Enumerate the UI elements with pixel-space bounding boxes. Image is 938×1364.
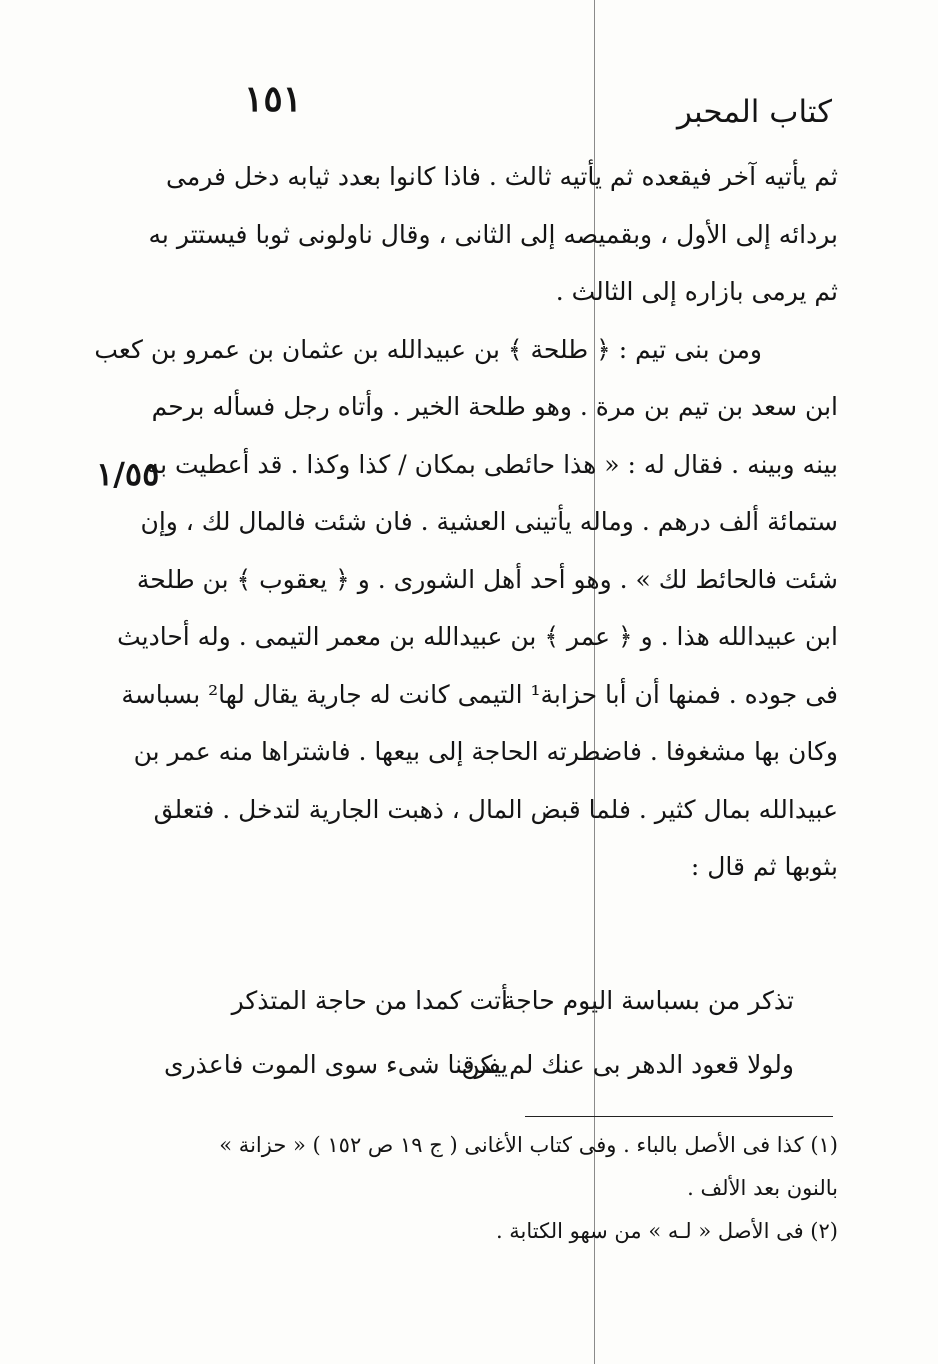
body-line: ثم يأتيه آخر فيقعده ثم يأتيه ثالث . فاذا كانوا بعدد ثيابه دخل فرمى [166,162,838,191]
footnote-separator [525,1116,833,1117]
footnote-line: (١) كذا فى الأصل بالباء . وفى كتاب الأغانى ( ج ١٩ ص ١٥٢ ) « حزانة » [219,1133,838,1157]
verse-second-hemistich: أتت كمدا من حاجة المتذكر [231,986,508,1015]
footnote-line: (٢) فى الأصل « لـه » من سهو الكتابة . [495,1219,838,1243]
margin-folio-note: ١/٥٥ [96,455,160,493]
page-number: ١٥١ [244,78,303,120]
body-line: ومن بنى تيم : ﴿ طلحة ﴾ بن عبيدالله بن عثمان بن عمرو بن كعب [94,334,762,364]
body-line: ابن عبيدالله هذا . و ﴿ عمر ﴾ بن عبيدالله بن معمر التيمى . وله أحاديث [117,622,838,651]
verse-first-hemistich: ولولا قعود الدهر بى عنك لم يكن [461,1050,794,1079]
body-line: ثم يرمى بازاره إلى الثالث . [555,277,838,306]
body-line: بثوبها ثم قال : [690,852,838,881]
body-line: بينه وبينه . فقال له : « هذا حائطى بمكان / كذا وكذا . قد أعطيت به [146,449,838,479]
body-line: وكان بها مشغوفا . فاضطرته الحاجة إلى بيعها . فاشتراها منه عمر بن [133,737,838,766]
footnote-line: بالنون بعد الألف . [687,1176,838,1200]
body-line: شئت فالحائط لك » . وهو أحد أهل الشورى . و ﴿ يعقوب ﴾ بن طلحة [136,564,838,594]
body-line: بردائه إلى الأول ، وبقميصه إلى الثانى ، وقال ناولونى ثوبا فيستتر به [148,219,838,249]
footnotes [190,1124,838,1253]
verse-second-hemistich: يفرقنا شىء سوى الموت فاعذرى [164,1050,508,1079]
body-line: فى جوده . فمنها أن أبا حزابة¹ التيمى كانت له جارية يقال لها² بسباسة [121,679,838,709]
verse-first-hemistich: تذكر من بسباسة اليوم حاجة [502,986,794,1015]
verse-line [164,1040,838,1090]
body-line: عبيدالله بمال كثير . فلما قبض المال ، ذهبت الجارية لتدخل . فتعلق [153,794,838,824]
running-head: كتاب المحبر [676,94,832,130]
body-line: ابن سعد بن تيم بن مرة . وهو طلحة الخير . وأتاه رجل فسأله برحم [151,392,838,421]
body-line: ستمائة ألف درهم . وماله يأتينى العشية . فان شئت فالمال لك ، وإن [140,507,838,536]
verse-line [206,976,838,1026]
